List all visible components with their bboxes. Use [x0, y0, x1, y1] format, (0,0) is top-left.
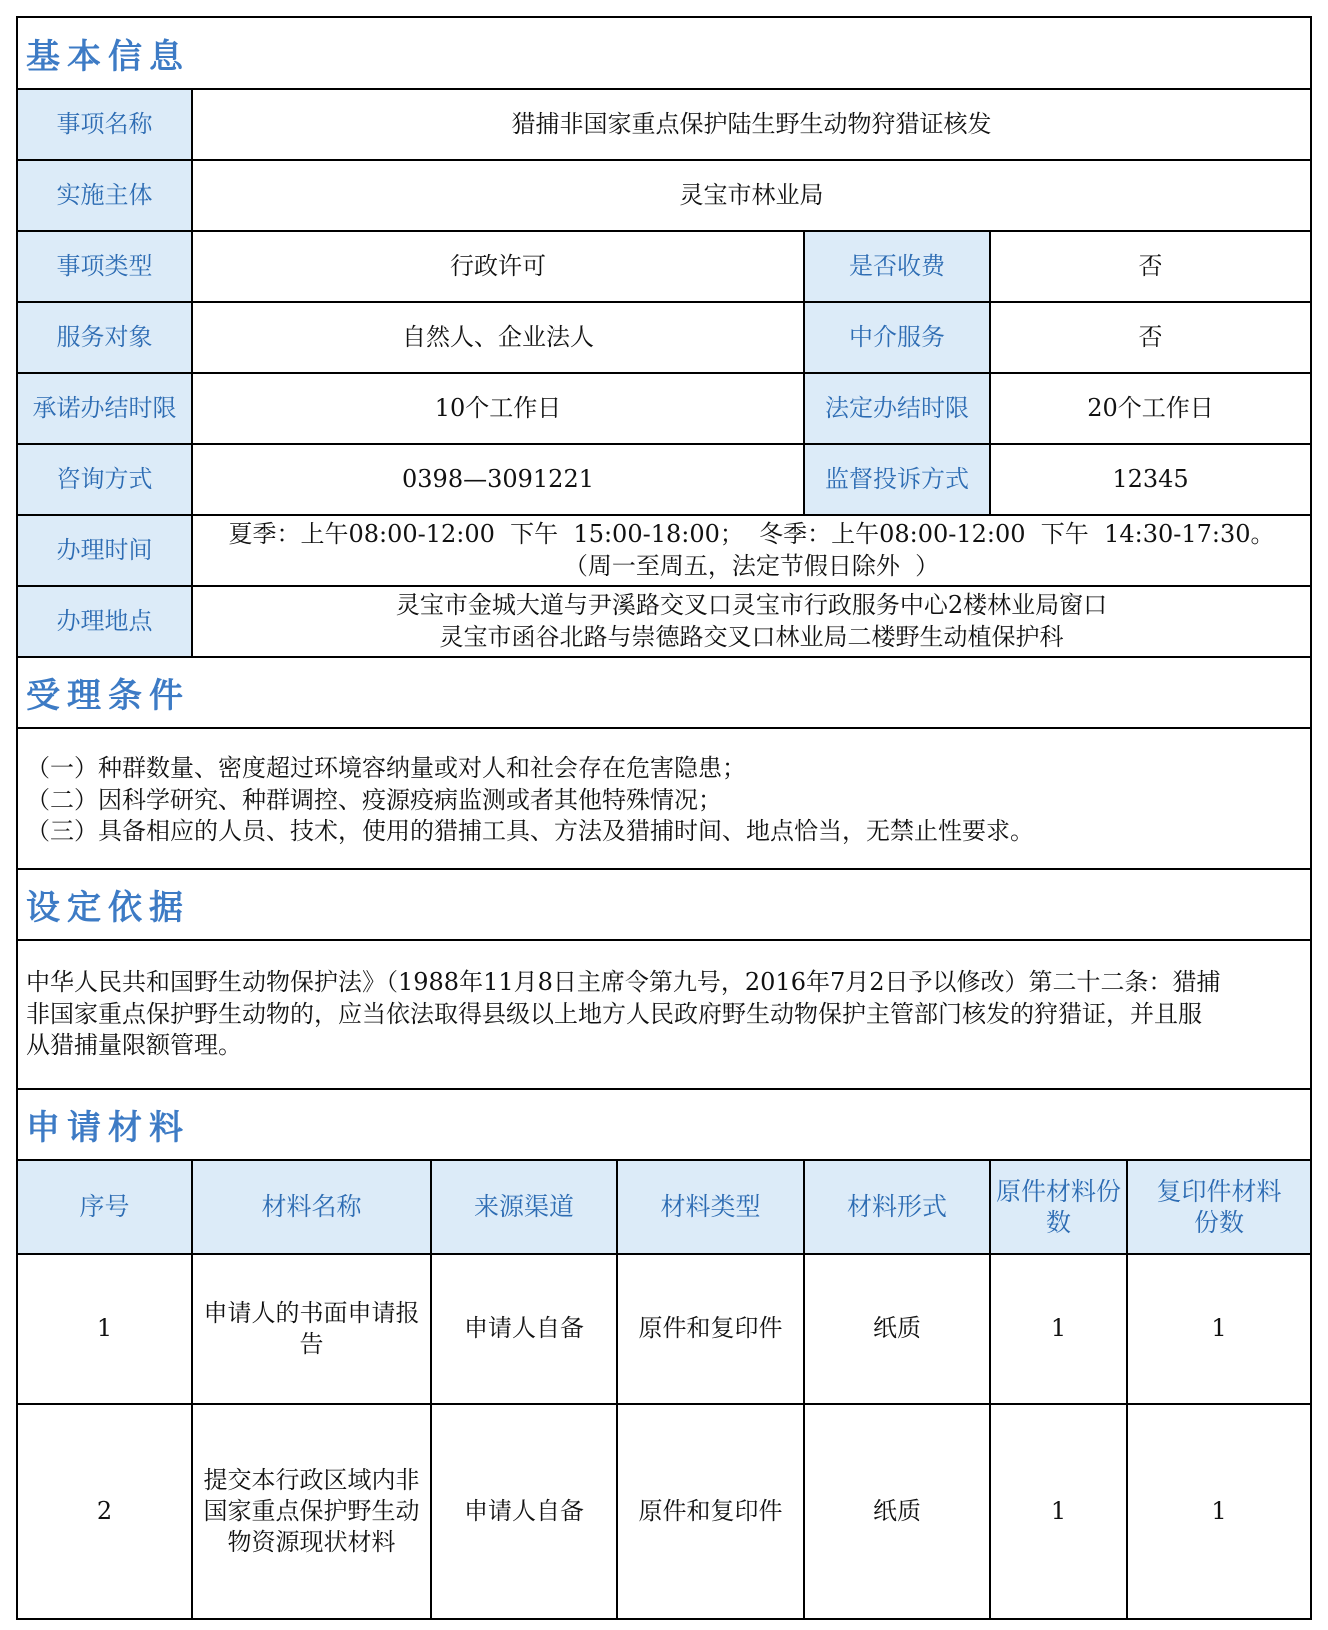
materials-table-header	[18, 1161, 1310, 1255]
value-item-type: 行政许可	[193, 232, 805, 301]
value-fee: 否	[1138, 251, 1163, 280]
value-intermediary: 否	[1138, 322, 1163, 351]
row-item-type	[18, 232, 1310, 303]
row-time-limit	[18, 374, 1310, 445]
conditions-text	[26, 753, 1302, 848]
basis-line-3: 从猎捕量限额管理。	[26, 1031, 242, 1060]
section-title-conditions: 受理条件	[26, 676, 190, 716]
basis-body	[18, 941, 1310, 1090]
section-title-basis: 设定依据	[26, 888, 190, 928]
location-line1: 灵宝市金城大道与尹溪路交叉口灵宝市行政服务中心2楼林业局窗口	[395, 591, 1108, 620]
header-copy-count-line2: 份数	[1193, 1208, 1244, 1237]
section-title-basic-info: 基本信息	[26, 36, 190, 77]
cell-material-name	[193, 1255, 432, 1403]
cell-original-count: 1	[991, 1255, 1128, 1403]
label-service-target: 服务对象	[18, 303, 193, 372]
material-name-line: 告	[299, 1330, 324, 1358]
row-service-target	[18, 303, 1310, 374]
label-item-name: 事项名称	[18, 90, 193, 159]
header-source: 来源渠道	[432, 1161, 618, 1253]
header-copy-count	[1128, 1161, 1310, 1253]
conditions-body	[18, 729, 1310, 870]
value-office-location	[193, 587, 1310, 656]
basis-text	[26, 967, 1302, 1062]
cell-material-type: 原件和复印件	[618, 1405, 805, 1618]
cell-seq: 2	[18, 1405, 193, 1618]
cell-source: 申请人自备	[432, 1405, 618, 1618]
basic-info-section-header	[18, 18, 1310, 90]
value-item-name: 猎捕非国家重点保护陆生野生动物狩猎证核发	[511, 109, 992, 138]
value-implementer: 灵宝市林业局	[679, 180, 824, 209]
cell-material-form: 纸质	[805, 1255, 991, 1403]
label-implementer: 实施主体	[18, 161, 193, 230]
cell-seq: 1	[18, 1255, 193, 1403]
header-material-type: 材料类型	[618, 1161, 805, 1253]
material-name-line: 物资源现状材料	[227, 1528, 396, 1557]
table-row	[18, 1405, 1310, 1618]
label-office-location: 办理地点	[18, 587, 193, 656]
header-original-count-line2: 数	[1045, 1208, 1071, 1237]
location-line2: 灵宝市函谷北路与崇德路交叉口林业局二楼野生动植保护科	[439, 622, 1064, 651]
material-name-line: 国家重点保护野生动	[203, 1496, 420, 1525]
header-original-count	[991, 1161, 1128, 1253]
condition-line-2: （二）因科学研究、种群调控、疫源疫病监测或者其他特殊情况；	[26, 785, 722, 814]
cell-material-type: 原件和复印件	[618, 1255, 805, 1403]
condition-line-1: （一）种群数量、密度超过环境容纳量或对人和社会存在危害隐患；	[26, 754, 746, 782]
header-seq: 序号	[18, 1161, 193, 1253]
label-legal-limit: 法定办结时限	[805, 374, 991, 443]
row-office-location	[18, 587, 1310, 658]
label-consult: 咨询方式	[18, 445, 193, 514]
row-contact	[18, 445, 1310, 516]
basis-line-1: 中华人民共和国野生动物保护法》（1988年11月8日主席令第九号，2016年7月2日予以修改）第二十二条：猎捕	[26, 968, 1221, 996]
cell-material-name	[193, 1405, 432, 1618]
material-name-line: 申请人的书面申请报	[203, 1298, 420, 1327]
value-promised-limit: 10个工作日	[193, 374, 805, 443]
cell-original-count: 1	[991, 1405, 1128, 1618]
row-office-hours	[18, 516, 1310, 587]
header-material-name: 材料名称	[193, 1161, 432, 1253]
header-copy-count-line1: 复印件材料	[1156, 1176, 1282, 1206]
table-row	[18, 1255, 1310, 1405]
header-original-count-line1: 原件材料份	[995, 1176, 1121, 1206]
materials-section-header	[18, 1090, 1310, 1161]
cell-material-form: 纸质	[805, 1405, 991, 1618]
header-material-form: 材料形式	[805, 1161, 991, 1253]
value-complaint: 12345	[1112, 464, 1189, 493]
value-legal-limit: 20个工作日	[1087, 393, 1214, 422]
value-service-target: 自然人、企业法人	[193, 303, 805, 372]
row-implementer	[18, 161, 1310, 232]
label-promised-limit: 承诺办结时限	[18, 374, 193, 443]
label-intermediary: 中介服务	[805, 303, 991, 372]
cell-copy-count: 1	[1211, 1496, 1227, 1525]
cell-source: 申请人自备	[432, 1255, 618, 1403]
label-fee: 是否收费	[805, 232, 991, 301]
row-item-name	[18, 90, 1310, 161]
value-consult-phone: 0398—3091221	[193, 445, 805, 514]
label-complaint: 监督投诉方式	[805, 445, 991, 514]
service-guide-document	[16, 16, 1312, 1620]
basis-line-2: 非国家重点保护野生动物的，应当依法取得县级以上地方人民政府野生动物保护主管部门核发的狩猎证，并且服	[26, 999, 1202, 1028]
section-title-materials: 申请材料	[26, 1108, 190, 1148]
office-hours-line1: 夏季：上午08:00-12:00 下午 15:00-18:00； 冬季：上午08:00-12:00 下午 14:30-17:30。	[228, 520, 1275, 549]
condition-line-3: （三）具备相应的人员、技术，使用的猎捕工具、方法及猎捕时间、地点恰当，无禁止性要求。	[26, 817, 1034, 846]
cell-copy-count: 1	[1211, 1314, 1227, 1343]
value-office-hours	[193, 516, 1310, 585]
basis-section-header	[18, 870, 1310, 941]
conditions-section-header	[18, 658, 1310, 729]
label-item-type: 事项类型	[18, 232, 193, 301]
material-name-line: 提交本行政区域内非	[203, 1465, 420, 1494]
office-hours-line2: （周一至周五，法定节假日除外 ）	[563, 551, 940, 580]
label-office-hours: 办理时间	[18, 516, 193, 585]
